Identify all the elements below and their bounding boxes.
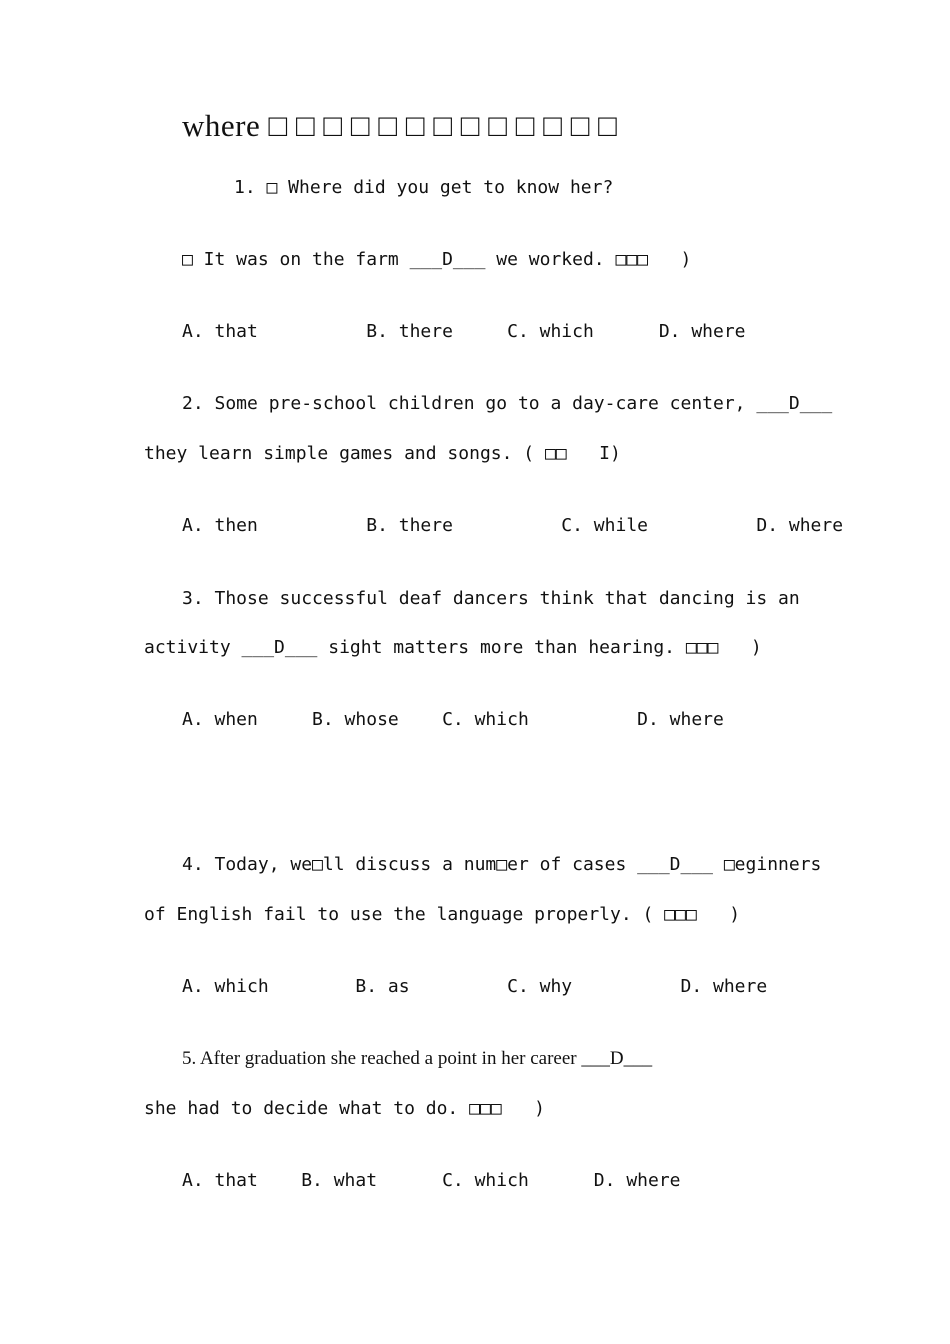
question-2-line-2: they learn simple games and songs. ( □□ I) bbox=[144, 443, 621, 464]
question-5-line-2: she had to decide what to do. □□□ ) bbox=[144, 1098, 545, 1119]
question-3-line-2: activity ___D___ sight matters more than hearing. □□□ ) bbox=[144, 637, 762, 658]
question-1-line-1: 1. □ Where did you get to know her? bbox=[234, 177, 614, 198]
page-title: where □ □ □ □ □ □ □ □ □ □ □ □ □ bbox=[182, 108, 618, 143]
question-2-options: A. then B. there C. while D. where bbox=[182, 515, 844, 536]
question-5-line-1: 5. After graduation she reached a point in her career ___D___ bbox=[182, 1048, 653, 1069]
question-3-line-1: 3. Those successful deaf dancers think that dancing is an bbox=[182, 588, 800, 609]
question-1-options: A. that B. there C. which D. where bbox=[182, 321, 746, 342]
question-1-line-2: □ It was on the farm ___D___ we worked. □□□ ) bbox=[182, 249, 692, 270]
question-4-line-1: 4. Today, we□ll discuss a num□er of cases ___D___ □eginners bbox=[182, 854, 822, 875]
question-5-options: A. that B. what C. which D. where bbox=[182, 1170, 681, 1191]
question-3-options: A. when B. whose C. which D. where bbox=[182, 709, 724, 730]
question-4-line-2: of English fail to use the language properly. ( □□□ ) bbox=[144, 904, 741, 925]
question-4-options: A. which B. as C. why D. where bbox=[182, 976, 768, 997]
question-2-line-1: 2. Some pre-school children go to a day-care center, ___D___ bbox=[182, 393, 833, 414]
